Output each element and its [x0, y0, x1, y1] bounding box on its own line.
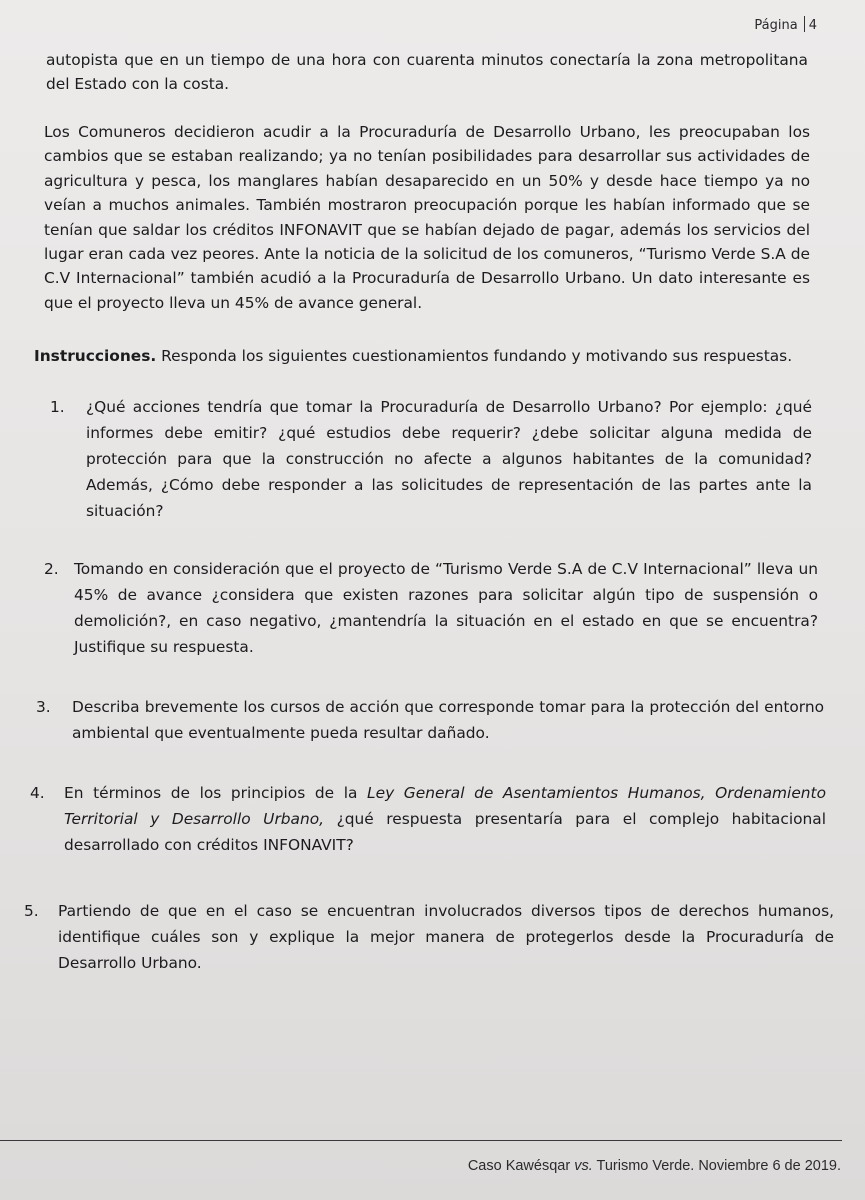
footer-rule [0, 1140, 842, 1141]
question-text: Describa brevemente los cursos de acción que corresponde tomar para la protección del entorno ambiental que eventualmente pueda resultar dañado. [72, 698, 824, 742]
question-number: 3. [36, 698, 51, 716]
page-number: 4 [808, 18, 817, 33]
footer-case: Caso Kawésqar [467, 1158, 571, 1174]
question-number: 4. [30, 784, 45, 802]
question-text-after: ¿qué respuesta presentaría para el complejo habitacional desarrollado con créditos INFONAVIT? [64, 810, 826, 854]
question-text-before: En términos de los principios de la [64, 784, 358, 802]
question-text: Tomando en consideración que el proyecto de “Turismo Verde S.A de C.V Internacional” lleva un 45% de avance ¿considera que existen razones para solicitar algún tipo de suspensión o demolición?, en caso negativo, ¿mantendría la situación en el estado en que se encuentra? Justifique su respuesta. [74, 560, 818, 656]
instructions-label: Instrucciones. [34, 347, 157, 365]
page-label: Página [754, 18, 798, 33]
page-header [754, 16, 817, 33]
question-number: 1. [50, 398, 65, 416]
instructions-text: Responda los siguientes cuestionamientos fundando y motivando sus respuestas. [161, 347, 793, 365]
header-divider [804, 16, 805, 32]
law-title: Ley General de Asentamientos Humanos, Ordenamiento Territorial y Desarrollo Urbano, [64, 784, 826, 828]
question-number: 2. [44, 560, 59, 578]
intro-paragraph: autopista que en un tiempo de una hora con cuarenta minutos conectaría la zona metropolitana del Estado con la costa. [46, 51, 808, 94]
footer-rest: Turismo Verde. Noviembre 6 de 2019. [596, 1158, 841, 1174]
case-paragraph: Los Comuneros decidieron acudir a la Procuraduría de Desarrollo Urbano, les preocupaban los cambios que se estaban realizando; ya no tenían posibilidades para desarrollar sus actividades de agricultura y pesca, los manglares habían desaparecido en un 50% y desde hace tiempo ya no veían a muchos animales. También mostraron preocupación porque les habían informado que se tenían que saldar los créditos INFONAVIT que se habían dejado de pagar, además los servicios del lugar eran cada vez peores. Ante la noticia de la solicitud de los comuneros, “Turismo Verde S.A de C.V Internacional” también acudió a la Procuraduría de Desarrollo Urbano. Un dato interesante es que el proyecto lleva un 45% de avance general. [44, 123, 810, 312]
instructions [34, 344, 824, 368]
question-text [64, 780, 826, 858]
page-footer [468, 1158, 841, 1174]
question-text: Partiendo de que en el caso se encuentran involucrados diversos tipos de derechos humanos, identifique cuáles son y explique la mejor manera de protegerlos desde la Procuraduría de Desarrollo Urbano. [58, 902, 834, 972]
question-number: 5. [24, 902, 39, 920]
question-text: ¿Qué acciones tendría que tomar la Procuraduría de Desarrollo Urbano? Por ejemplo: ¿qué informes debe emitir? ¿qué estudios debe requerir? ¿debe solicitar alguna medida de protección para que la construcción no afecte a algunos habitantes de la comunidad? Además, ¿Cómo debe responder a las solicitudes de representación de las partes ante la situación? [86, 398, 812, 520]
footer-vs: vs. [574, 1158, 593, 1174]
